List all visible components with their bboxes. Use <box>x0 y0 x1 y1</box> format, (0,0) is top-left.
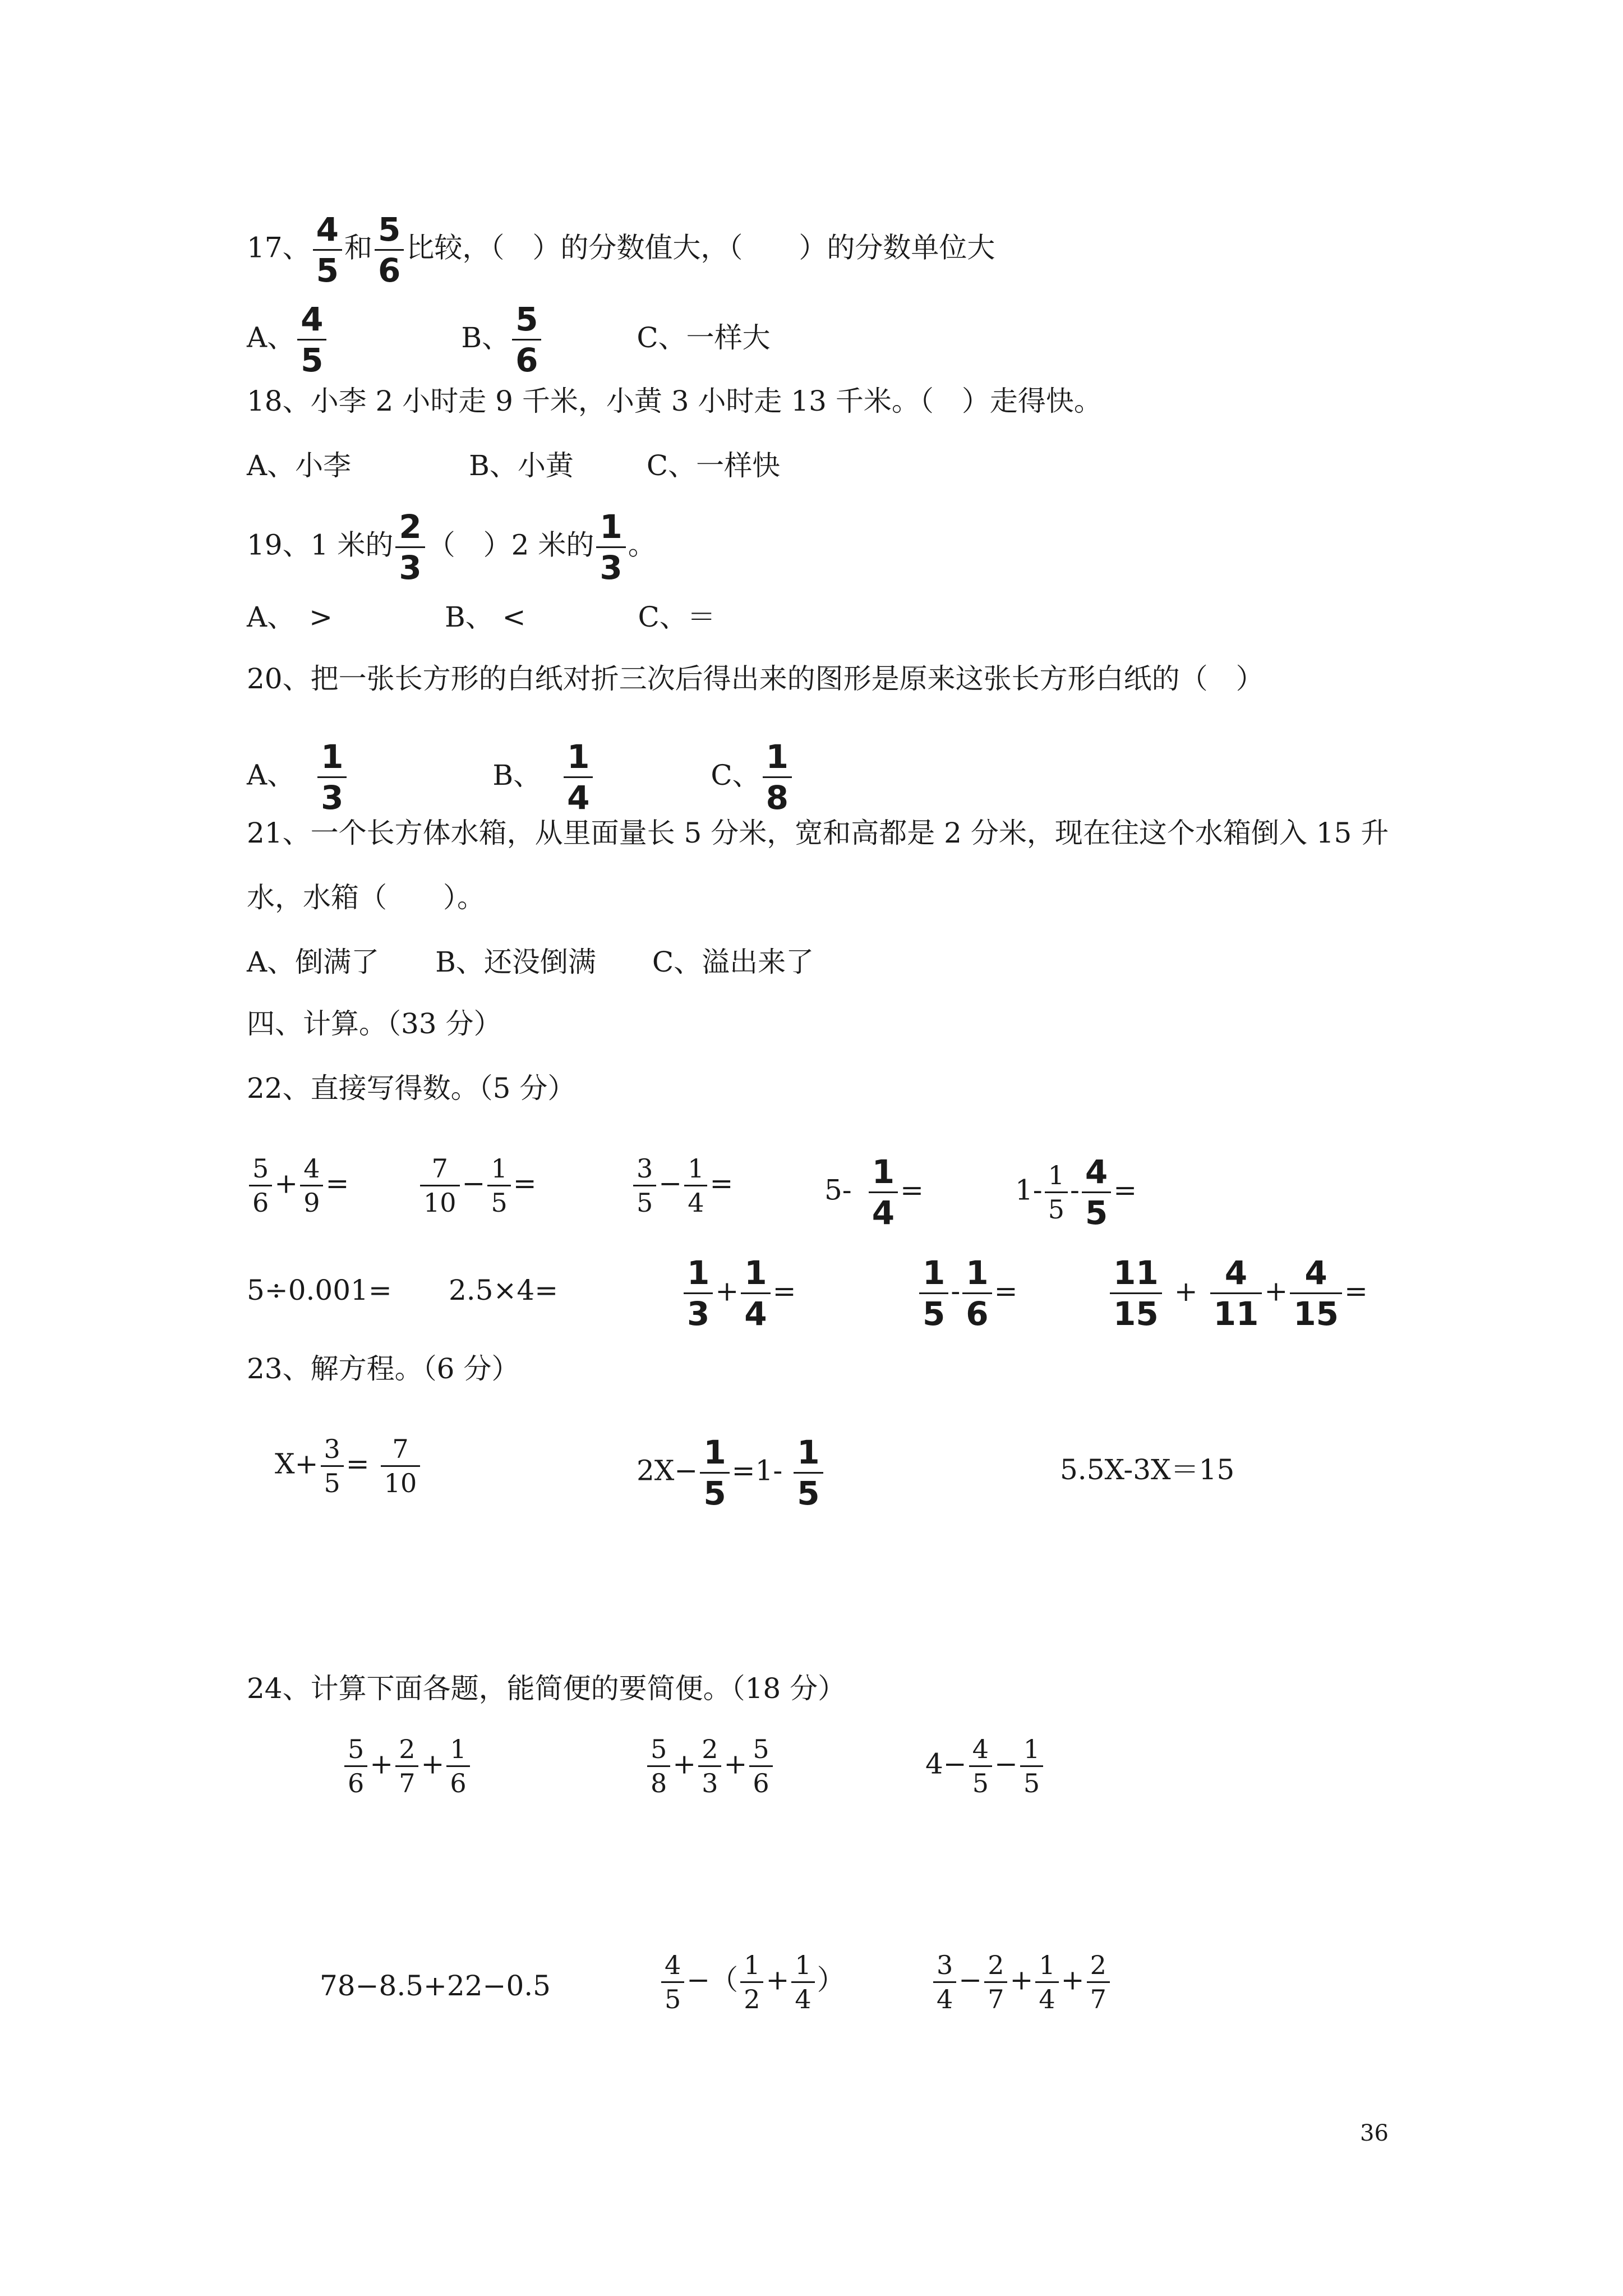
fraction: $\frac{4}{5}$ <box>297 303 326 376</box>
fraction: $\frac{2}{3}$ <box>395 510 425 584</box>
q24-e6: $\frac{3}{4}$ − $\frac{2}{7}$ + $\frac{1}{4}$ + $\frac{2}{7}$ <box>931 1952 1112 2012</box>
q23-eq3: 5.5X-3X＝15 <box>1060 1453 1235 1486</box>
q20-options: A、 $\frac{1}{3}$ B、 $\frac{1}{4}$ C、 $\frac{1}{8}$ <box>247 740 794 814</box>
q23-eq2: 2X− $\frac{1}{5}$ =1- $\frac{1}{5}$ <box>637 1436 826 1510</box>
q24-e2: $\frac{5}{8}$ + $\frac{2}{3}$ + $\frac{5}{6}$ <box>645 1736 775 1796</box>
page-number: 36 <box>1360 2120 1389 2146</box>
question-17: 17、 $\frac{4}{5}$ 和 $\frac{5}{6}$ 比较，（ ）的分数值大，（ ）的分数单位大 <box>247 210 995 289</box>
fraction: $\frac{5}{6}$ <box>512 303 541 376</box>
section-4-title: 四、计算。（33 分） <box>247 1007 502 1040</box>
q22-e9: $\frac{1}{5}$ - $\frac{1}{6}$ = <box>917 1257 1018 1330</box>
question-23-title: 23、解方程。（6 分） <box>247 1352 520 1385</box>
question-24-title: 24、计算下面各题，能简便的要简便。（18 分） <box>247 1672 846 1705</box>
q22-e4: 5- $\frac{1}{4}$ = <box>824 1153 924 1232</box>
fraction: $\frac{1}{3}$ <box>596 510 625 584</box>
q23-eq1: X+ $\frac{3}{5}$ = $\frac{7}{10}$ <box>275 1436 422 1496</box>
q24-e5: $\frac{4}{5}$ −（ $\frac{1}{2}$ + $\frac{1}{4}$ ） <box>659 1952 845 2012</box>
q18-options: A、小李 B、小黄 C、一样快 <box>247 449 781 482</box>
q22-row1: $\frac{5}{6}$ + $\frac{4}{9}$ = <box>247 1156 349 1216</box>
fraction: $\frac{1}{3}$ <box>317 740 347 814</box>
q22-e10: $\frac{11}{15}$ + $\frac{4}{11}$ + $\frac{4}{15}$ = <box>1108 1257 1368 1330</box>
question-19: 19、1 米的 $\frac{2}{3}$ （ ）2 米的 $\frac{1}{3}$ 。 <box>247 508 656 587</box>
fraction: $\frac{1}{4}$ <box>564 740 593 814</box>
q17-number: 17、 <box>247 231 311 264</box>
fraction: $\frac{1}{8}$ <box>763 740 792 814</box>
question-21-line2: 水，水箱（ ）。 <box>247 881 485 914</box>
q24-e4: 78−8.5+22−0.5 <box>320 1970 551 2002</box>
fraction: $\frac{4}{5}$ <box>313 213 342 287</box>
q19-options: A、 > B、 < C、＝ <box>247 601 716 633</box>
q21-options: A、倒满了 B、还没倒满 C、溢出来了 <box>247 946 814 978</box>
question-18: 18、小李 2 小时走 9 千米，小黄 3 小时走 13 千米。（ ）走得快。 <box>247 385 1102 417</box>
q22-e7: 2.5×4= <box>449 1274 559 1306</box>
q17-options: A、 $\frac{4}{5}$ B、 $\frac{5}{6}$ C、一样大 <box>247 300 771 379</box>
question-21-line1: 21、一个长方体水箱，从里面量长 5 分米，宽和高都是 2 分米，现在往这个水箱倒入 15 升 <box>247 817 1389 849</box>
fraction: $\frac{5}{6}$ <box>375 213 404 287</box>
question-20: 20、把一张长方形的白纸对折三次后得出来的图形是原来这张长方形白纸的（ ） <box>247 662 1264 695</box>
q22-e3: $\frac{3}{5}$ − $\frac{1}{4}$ = <box>631 1156 733 1216</box>
question-22-title: 22、直接写得数。（5 分） <box>247 1072 576 1105</box>
q22-e8: $\frac{1}{3}$ + $\frac{1}{4}$ = <box>681 1257 796 1330</box>
q24-e1: $\frac{5}{6}$ + $\frac{2}{7}$ + $\frac{1}{6}$ <box>342 1736 472 1796</box>
q24-e3: 4− $\frac{4}{5}$ − $\frac{1}{5}$ <box>925 1736 1045 1796</box>
q22-e2: $\frac{7}{10}$ − $\frac{1}{5}$ = <box>418 1156 537 1216</box>
q22-e6: 5÷0.001= <box>247 1274 392 1306</box>
q22-e5: 1- $\frac{1}{5}$ - $\frac{4}{5}$ = <box>1015 1153 1137 1232</box>
